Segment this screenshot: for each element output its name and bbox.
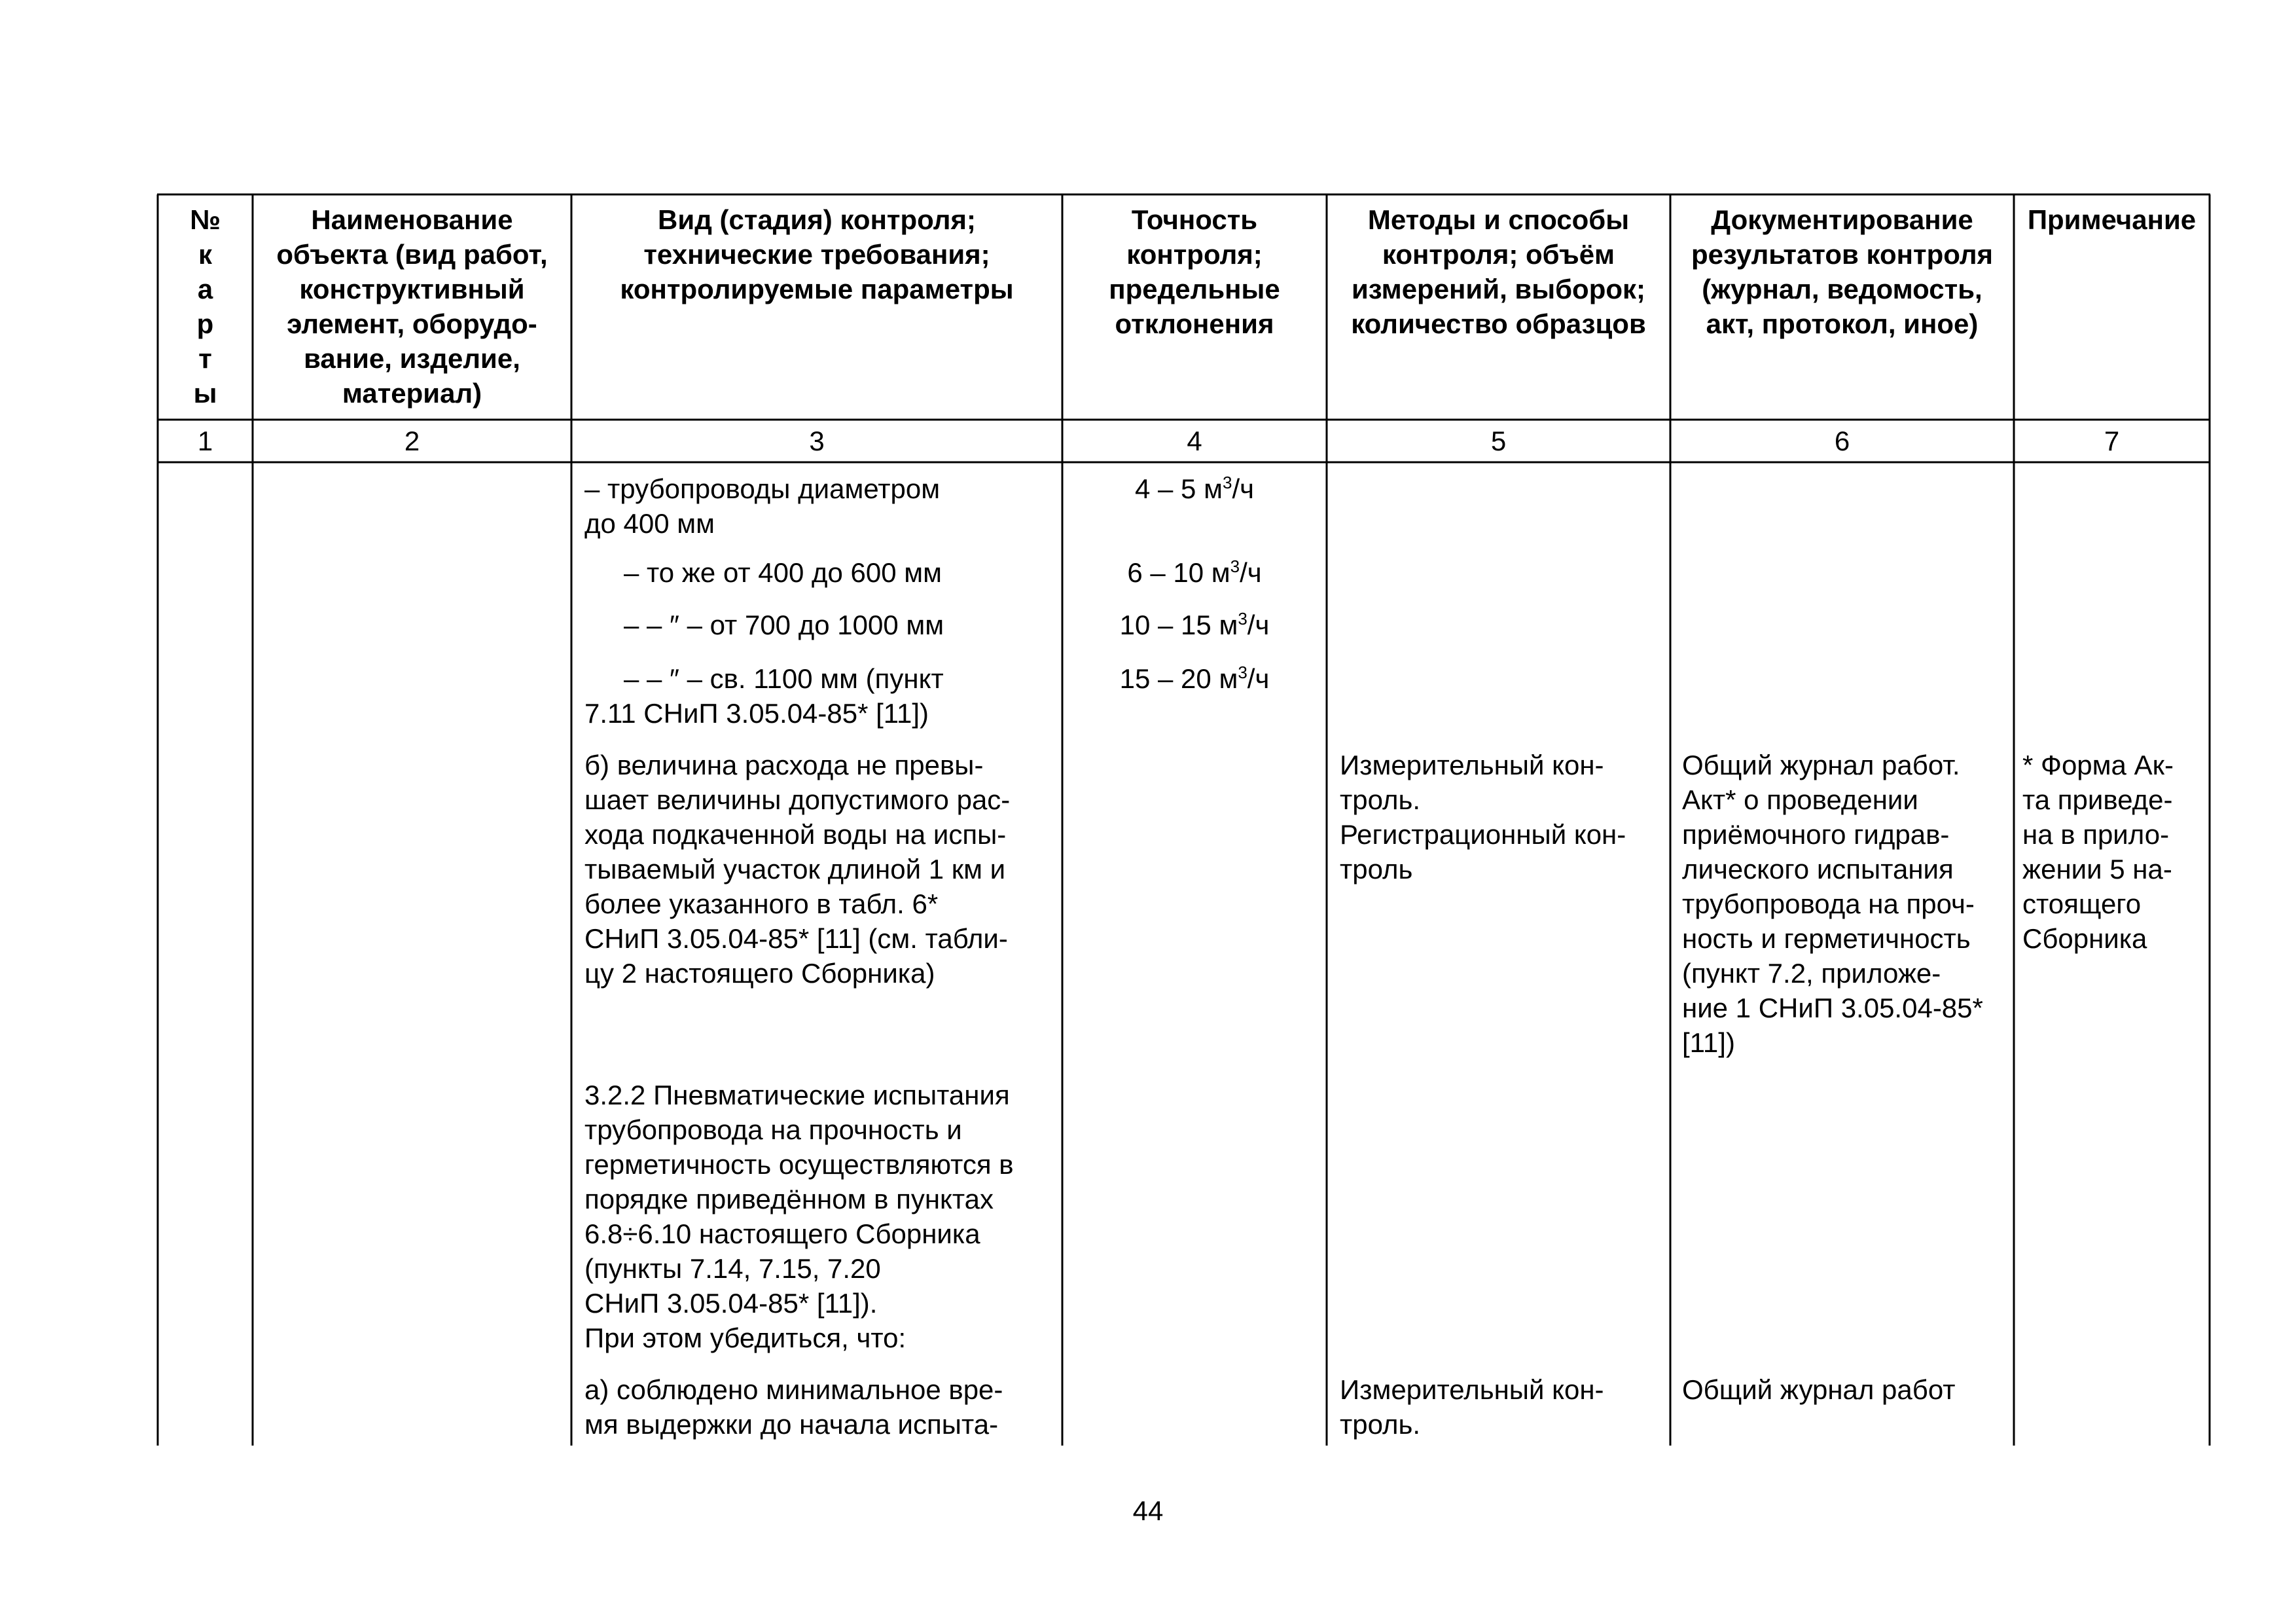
header-text: контролируемые параметры — [620, 274, 1014, 304]
header-text: к — [198, 239, 213, 270]
requirement-text: герметичность осуществляются в — [584, 1149, 1014, 1180]
header-text: контроля; — [1126, 239, 1263, 270]
column-number: 4 — [1187, 426, 1202, 456]
requirement-text: При этом убедиться, что: — [584, 1322, 906, 1353]
requirement-text: 6.8÷6.10 настоящего Сборника — [584, 1218, 980, 1249]
documentation-text: трубопровода на проч- — [1682, 888, 1975, 919]
requirement-text: тываемый участок длиной 1 км и — [584, 854, 1006, 884]
header-text: отклонения — [1115, 308, 1274, 339]
column-number: 3 — [809, 426, 825, 456]
header-text: количество образцов — [1351, 308, 1646, 339]
header-text: ы — [193, 378, 217, 409]
method-text: троль — [1340, 854, 1413, 884]
requirement-text: СНиП 3.05.04-85* [11]). — [584, 1288, 878, 1319]
requirement-text: шает величины допустимого рас- — [584, 784, 1011, 815]
documentation-text: ние 1 СНиП 3.05.04-85* — [1682, 993, 1983, 1023]
documentation-text: Общий журнал работ. — [1682, 750, 1960, 780]
requirement-text: – то же от 400 до 600 мм — [624, 557, 942, 588]
method-text: троль. — [1340, 1409, 1421, 1440]
documentation-text: Акт* о проведении — [1682, 784, 1918, 815]
header-text: т — [198, 343, 212, 374]
documentation-text: Общий журнал работ — [1682, 1374, 1956, 1405]
column-number: 7 — [2104, 426, 2120, 456]
column-number: 6 — [1834, 426, 1850, 456]
requirement-text: – трубопроводы диаметром — [584, 473, 941, 504]
requirement-text: – – ″ – от 700 до 1000 мм — [624, 610, 944, 640]
tolerance-value: 6 – 10 $м^3/ч$ — [1127, 556, 1262, 588]
requirement-text: СНиП 3.05.04-85* [11] (см. табли- — [584, 923, 1008, 954]
requirement-text: б) величина расхода не превы- — [584, 750, 984, 780]
header-text: № — [190, 204, 221, 235]
requirement-text: – – ″ – св. 1100 мм (пункт — [624, 663, 944, 694]
requirement-text: 3.2.2 Пневматические испытания — [584, 1080, 1010, 1110]
requirement-text: хода подкаченной воды на испы- — [584, 819, 1007, 850]
requirement-text: трубопровода на прочность и — [584, 1114, 962, 1145]
documentation-text: [11]) — [1682, 1027, 1735, 1058]
header-text: Примечание — [2027, 204, 2197, 235]
header-text: вание, изделие, — [304, 343, 520, 374]
column-number: 5 — [1490, 426, 1507, 456]
requirement-text: (пункты 7.14, 7.15, 7.20 — [584, 1253, 881, 1284]
header-text: Вид (стадия) контроля; — [658, 204, 976, 235]
documentation-text: приёмочного гидрав- — [1682, 819, 1950, 850]
header-text: Точность — [1131, 204, 1258, 235]
note-text: на в прило- — [2022, 819, 2170, 850]
requirement-text: мя выдержки до начала испыта- — [584, 1409, 999, 1440]
requirement-text: более указанного в табл. 6* — [584, 888, 939, 919]
requirement-text: порядке приведённом в пунктах — [584, 1184, 994, 1214]
header-text: акт, протокол, иное) — [1706, 308, 1979, 339]
method-text: Регистрационный кон- — [1340, 819, 1626, 850]
method-text: Измерительный кон- — [1340, 750, 1604, 780]
header-text: Документирование — [1711, 204, 1973, 235]
column-number: 1 — [197, 426, 213, 456]
header-text: результатов контроля — [1691, 239, 1994, 270]
documentation-text: ность и герметичность — [1682, 923, 1971, 954]
tolerance-value: 10 – 15 $м^3/ч$ — [1119, 609, 1270, 640]
header-text: измерений, выборок; — [1351, 274, 1646, 304]
header-text: элемент, оборудо- — [287, 308, 537, 339]
header-text: конструктивный — [299, 274, 525, 304]
documentation-text: лического испытания — [1682, 854, 1954, 884]
method-text: троль. — [1340, 784, 1421, 815]
tolerance-value: 15 – 20 $м^3/ч$ — [1119, 663, 1270, 694]
column-number: 2 — [404, 426, 420, 456]
header-text: технические требования; — [643, 239, 990, 270]
header-text: а — [197, 274, 213, 304]
note-text: Сборника — [2022, 923, 2147, 954]
header-text: Методы и способы — [1367, 204, 1630, 235]
note-text: жении 5 на- — [2022, 854, 2172, 884]
documentation-text: (пункт 7.2, приложе- — [1682, 958, 1941, 989]
note-text: стоящего — [2022, 888, 2142, 919]
tolerance-value: 4 – 5 $м^3/ч$ — [1135, 473, 1254, 504]
header-text: объекта (вид работ, — [276, 239, 548, 270]
requirement-text: до 400 мм — [584, 508, 715, 539]
requirement-text: 7.11 СНиП 3.05.04-85* [11]) — [584, 698, 929, 729]
header-text: р — [196, 308, 214, 339]
header-text: предельные — [1109, 274, 1280, 304]
method-text: Измерительный кон- — [1340, 1374, 1604, 1405]
header-text: контроля; объём — [1382, 239, 1615, 270]
header-text: Наименование — [311, 204, 513, 235]
requirement-text: а) соблюдено минимальное вре- — [584, 1374, 1003, 1405]
page-number: 44 — [1132, 1495, 1164, 1526]
note-text: та приведе- — [2022, 784, 2173, 815]
header-text: (журнал, ведомость, — [1702, 274, 1982, 304]
requirement-text: цу 2 настоящего Сборника) — [584, 958, 935, 989]
header-text: материал) — [342, 378, 482, 409]
note-text: * Форма Ак- — [2022, 750, 2174, 780]
